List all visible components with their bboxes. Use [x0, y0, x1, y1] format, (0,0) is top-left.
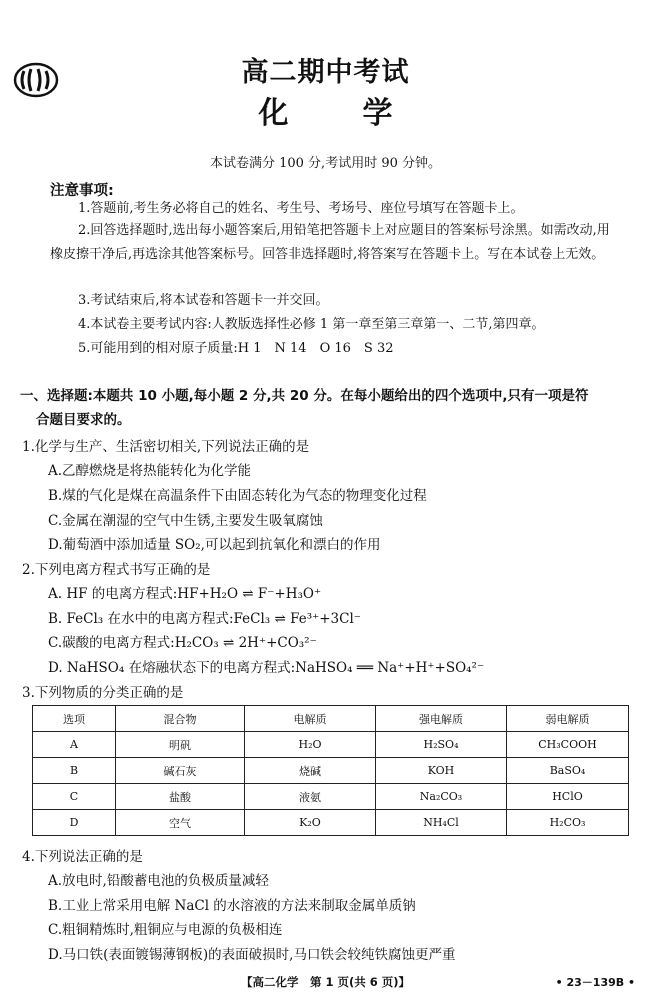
table-header-cell: 混合物 [116, 706, 245, 732]
table-cell: K₂O [245, 810, 376, 836]
table-header-cell: 强电解质 [376, 706, 507, 732]
note-item: 4.本试卷主要考试内容:人教版选择性必修 1 第一章至第三章第一、二节,第四章。 [78, 317, 545, 332]
table-cell: HClO [507, 784, 629, 810]
note-item: 2.回答选择题时,选出每小题答案后,用铅笔把答题卡上对应题目的答案标号涂黑。如需改动,用橡皮擦干净后,再选涂其他答案标号。回答非选择题时,将答案写在答题卡上。写在本试卷上无效。 [50, 223, 610, 262]
table-cell: D [33, 810, 116, 836]
table-cell: B [33, 758, 116, 784]
table-cell: BaSO₄ [507, 758, 629, 784]
table-cell: A [33, 732, 116, 758]
section-line-1: 一、选择题:本题共 10 小题,每小题 2 分,共 20 分。在每小题给出的四个选项中,只有一项是符 [20, 388, 589, 404]
question-4-stem: 4.下列说法正确的是 [22, 849, 143, 865]
table-row [33, 810, 629, 836]
table-cell: 明矾 [116, 732, 245, 758]
classification-table [32, 705, 629, 836]
table-cell: CH₃COOH [507, 732, 629, 758]
q4-option-a: A.放电时,铅酸蓄电池的负极质量减轻 [48, 873, 269, 889]
table-cell: 烧碱 [245, 758, 376, 784]
table-header-cell: 选项 [33, 706, 116, 732]
table-row [33, 758, 629, 784]
table-cell: 盐酸 [116, 784, 245, 810]
table-cell: C [33, 784, 116, 810]
table-header-row [33, 706, 629, 732]
table-cell: NH₄Cl [376, 810, 507, 836]
table-header-cell: 电解质 [245, 706, 376, 732]
note-item: 3.考试结束后,将本试卷和答题卡一并交回。 [78, 293, 329, 308]
q1-option-c: C.金属在潮湿的空气中生锈,主要发生吸氧腐蚀 [48, 513, 323, 529]
exam-title: 高二期中考试 [241, 57, 410, 88]
notes-heading: 注意事项: [50, 183, 114, 199]
question-2-stem: 2.下列电离方程式书写正确的是 [22, 562, 211, 578]
exam-intro: 本试卷满分 100 分,考试用时 90 分钟。 [209, 156, 442, 171]
q2-option-d: D. NaHSO₄ 在熔融状态下的电离方程式:NaHSO₄ ══ Na⁺+H⁺+SO₄²⁻ [48, 660, 485, 676]
subject-char-1: 化 [258, 96, 289, 131]
subject-char-2: 学 [362, 96, 393, 131]
table-cell: 碱石灰 [116, 758, 245, 784]
note-item: 5.可能用到的相对原子质量:H 1 N 14 O 16 S 32 [78, 341, 394, 356]
q2-option-c: C.碳酸的电离方程式:H₂CO₃ ⇌ 2H⁺+CO₃²⁻ [48, 635, 317, 651]
table-row [33, 784, 629, 810]
q1-option-d: D.葡萄酒中添加适量 SO₂,可以起到抗氧化和漂白的作用 [48, 537, 381, 553]
question-1-stem: 1.化学与生产、生活密切相关,下列说法正确的是 [22, 439, 310, 455]
section-heading [20, 384, 638, 432]
exam-code: • 23－139B • [555, 976, 635, 989]
section-line-2: 合题目要求的。 [36, 412, 131, 428]
table-header-cell: 弱电解质 [507, 706, 629, 732]
q4-option-c: C.粗铜精炼时,粗铜应与电源的负极相连 [48, 922, 283, 938]
table-cell: KOH [376, 758, 507, 784]
table-cell: 液氨 [245, 784, 376, 810]
q4-option-b: B.工业上常采用电解 NaCl 的水溶液的方法来制取金属单质钠 [48, 898, 416, 914]
table-cell: Na₂CO₃ [376, 784, 507, 810]
q2-option-a: A. HF 的电离方程式:HF+H₂O ⇌ F⁻+H₃O⁺ [48, 586, 322, 602]
question-3-stem: 3.下列物质的分类正确的是 [22, 685, 184, 701]
page-footer: 【高二化学 第 1 页(共 6 页)】 [240, 975, 411, 989]
table-row [33, 732, 629, 758]
q1-option-a: A.乙醇燃烧是将热能转化为化学能 [48, 463, 252, 479]
table-cell: 空气 [116, 810, 245, 836]
q2-option-b: B. FeCl₃ 在水中的电离方程式:FeCl₃ ⇌ Fe³⁺+3Cl⁻ [48, 611, 361, 627]
note-item: 1.答题前,考生务必将自己的姓名、考生号、考场号、座位号填写在答题卡上。 [78, 201, 524, 216]
q1-option-b: B.煤的气化是煤在高温条件下由固态转化为气态的物理变化过程 [48, 488, 427, 504]
table-cell: H₂CO₃ [507, 810, 629, 836]
subject-title [0, 88, 651, 132]
table-cell: H₂O [245, 732, 376, 758]
table-cell: H₂SO₄ [376, 732, 507, 758]
q4-option-d: D.马口铁(表面镀锡薄钢板)的表面破损时,马口铁会较纯铁腐蚀更严重 [48, 947, 456, 963]
